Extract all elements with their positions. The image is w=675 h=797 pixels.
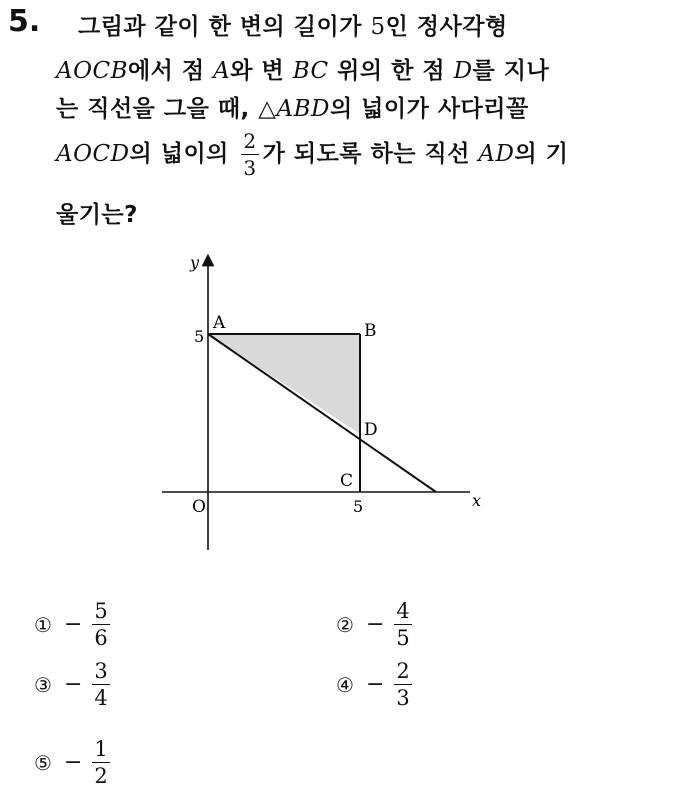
choice-2[interactable]: ② − $\frac{4}{5}$ (336, 599, 410, 650)
choice-5[interactable]: ⑤ − $\frac{1}{2}$ (34, 737, 108, 788)
point-b-label: B (364, 321, 377, 341)
question-number: 5. (8, 4, 41, 39)
choice-3[interactable]: ③ − $\frac{3}{4}$ (34, 659, 108, 710)
question-line-1: 그림과 같이 한 변의 길이가 5인 정사각형 (78, 14, 508, 40)
fraction-two-thirds: $\frac{2}{3}$ (243, 129, 257, 180)
x-axis-label: x (472, 491, 482, 510)
origin-label: O (192, 497, 206, 517)
question-line-2: AOCB에서 점 A와 변 BC 위의 한 점 D를 지나 (56, 58, 550, 84)
choice-4[interactable]: ④ − $\frac{2}{3}$ (336, 659, 410, 710)
y-axis-label: y (190, 253, 200, 272)
question-line-5: 울기는? (56, 202, 138, 228)
point-a-label: A (213, 313, 226, 333)
question-line-4: AOCD의 넓이의 $\frac{2}{3}$ 가 되도록 하는 직선 AD의 기 (56, 129, 569, 180)
coordinate-graph (150, 250, 500, 560)
y-tick-5: 5 (194, 327, 205, 346)
choice-1[interactable]: ① − $\frac{5}{6}$ (34, 599, 108, 650)
point-c-label: C (340, 471, 354, 491)
x-tick-5: 5 (353, 497, 364, 516)
question-line-3: 는 직선을 그을 때, △ABD의 넓이가 사다리꼴 (56, 96, 529, 122)
point-d-label: D (364, 420, 378, 440)
